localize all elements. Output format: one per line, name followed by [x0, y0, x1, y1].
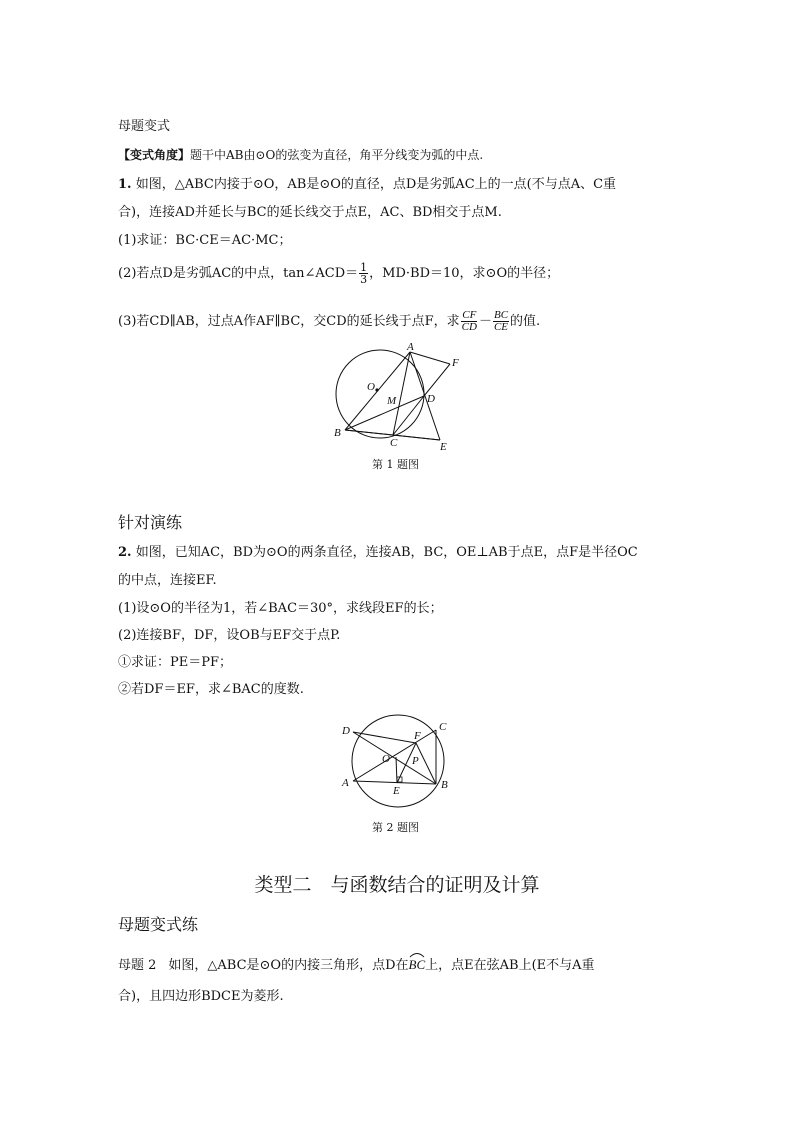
problem1-part2-b: ，MD·BD＝10，求⊙O的半径；	[369, 266, 560, 281]
problem1-part1: (1)求证：BC·CE＝AC·MC；	[118, 233, 292, 248]
minus-sign: －	[478, 314, 492, 329]
ce-den: CE	[493, 321, 509, 333]
figure1-caption: 第 1 题图	[372, 458, 419, 471]
fig1-CD	[393, 396, 424, 435]
fig1-label-O: O	[367, 381, 375, 393]
mother2-label: 母题 2	[118, 958, 157, 973]
bc-ce-fraction	[493, 310, 509, 333]
fig2-label-O: O	[382, 753, 390, 765]
problem2-number: 2.	[118, 545, 132, 560]
problem2-sub2: ②若DF＝EF，求∠BAC的度数.	[118, 682, 304, 697]
cf-num: CF	[462, 309, 477, 321]
figure2-caption: 第 2 题图	[372, 821, 419, 834]
arc-bc	[409, 956, 426, 974]
mother2-line1	[118, 956, 595, 975]
cd-den: CD	[461, 321, 477, 333]
problem2-part2: (2)连接BF，DF，设OB与EF交于点P.	[118, 628, 341, 643]
fig1-label-D: D	[427, 393, 435, 405]
fig1-label-C: C	[390, 437, 398, 449]
mother2-text-a: 如图，△ABC是⊙O的内接三角形，点D在	[168, 958, 409, 973]
problem1-text-line1: 如图，△ABC内接于⊙O，AB是⊙O的直径，点D是劣弧AC上的一点(不与点A、C重	[135, 177, 617, 192]
problem1-part2-a: (2)若点D是劣弧AC的中点，tan∠ACD＝	[118, 266, 359, 281]
practice-heading: 针对演练	[118, 513, 183, 532]
tan-fraction-num: 1	[360, 261, 368, 274]
fig1-center-dot	[375, 388, 378, 391]
problem1-part3-b: 的值.	[510, 314, 541, 329]
fig1-BD	[345, 396, 424, 430]
problem1-number: 1.	[118, 177, 132, 192]
cf-cd-fraction	[461, 310, 478, 333]
fig1-label-M: M	[387, 395, 397, 407]
fig2-label-E: E	[393, 785, 400, 797]
fig1-AF	[410, 352, 450, 364]
problem2-line1	[118, 544, 638, 562]
problem1-part3	[118, 310, 540, 333]
fig1-label-E: E	[440, 441, 447, 450]
problem1-line2: 合)，连接AD并延长与BC的延长线交于点E，AC、BD相交于点M.	[118, 205, 502, 220]
figure2-diagram	[338, 706, 460, 812]
fig1-label-A: A	[407, 341, 414, 353]
variation-tag: 【变式角度】	[118, 148, 191, 162]
arc-bc-label: BC	[408, 957, 426, 972]
fig2-label-C: C	[439, 721, 447, 733]
problem2-text-line1: 如图，已知AC，BD为⊙O的两条直径，连接AB，BC，OE⊥AB于点E，点F是半径OC	[135, 545, 638, 560]
problem1-line1	[118, 176, 616, 194]
fig1-AC	[393, 352, 410, 435]
problem2-line2: 的中点，连接EF.	[118, 573, 217, 588]
arc-icon	[409, 952, 425, 958]
mother-practice-heading: 母题变式练	[118, 915, 199, 934]
fig2-AC	[353, 730, 436, 781]
problem1-part3-a: (3)若CD∥AB，过点A作AF∥BC，交CD的延长线于点F，求	[118, 314, 460, 329]
tan-fraction-den: 3	[360, 273, 368, 286]
variation-angle	[118, 146, 483, 164]
problem1-part2	[118, 262, 559, 285]
bc-num: BC	[493, 309, 509, 321]
problem2-part1: (1)设⊙O的半径为1，若∠BAC＝30°，求线段EF的长；	[118, 601, 443, 616]
mother2-text-b: 上，点E在弦AB上(E不与A重	[425, 958, 595, 973]
fig2-label-D: D	[342, 725, 350, 737]
variation-text: 题干中AB由⊙O的弦变为直径，角平分线变为弧的中点.	[190, 148, 484, 162]
fig1-label-F: F	[452, 357, 459, 369]
mother2-line2: 合)，且四边形BDCE为菱形.	[118, 989, 284, 1004]
fig2-AB	[353, 781, 436, 784]
problem2-sub1: ①求证：PE＝PF；	[118, 655, 233, 670]
figure1-diagram	[330, 340, 470, 450]
fig1-DF	[424, 364, 450, 396]
fig2-label-P: P	[412, 755, 419, 767]
fig1-AE	[410, 352, 440, 440]
type2-title: 类型二 与函数结合的证明及计算	[254, 874, 540, 896]
fig1-label-B: B	[334, 427, 341, 439]
fig2-label-B: B	[441, 779, 448, 791]
fig2-label-A: A	[342, 777, 349, 789]
tan-fraction	[359, 262, 368, 285]
fig2-label-F: F	[414, 730, 421, 742]
section-label: 母题变式	[118, 119, 171, 134]
